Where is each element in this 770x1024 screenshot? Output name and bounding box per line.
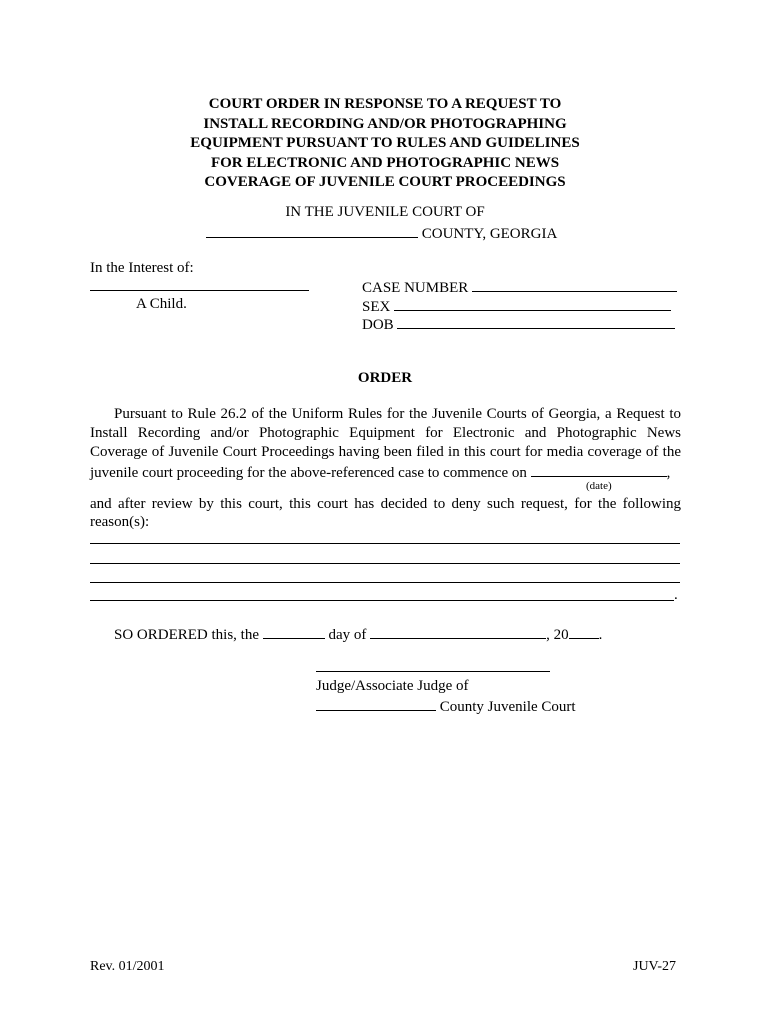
reason-line-4[interactable] [90,600,674,601]
county-court-label: County Juvenile Court [439,699,576,715]
body-line-4: juvenile court proceeding for the above-referenced case to commence on , [90,462,670,482]
day-of-text: day of [328,627,367,643]
county-name-field[interactable] [206,223,418,238]
form-title [0,95,770,193]
year-prefix-text: , 20 [546,627,569,643]
title-line: COURT ORDER IN RESPONSE TO A REQUEST TO [208,96,562,112]
body-line-6: reason(s): [90,514,150,530]
child-label: A Child. [136,296,187,312]
county-line [206,223,557,243]
month-field[interactable] [370,624,546,639]
body-line-2: Install Recording and/or Photographic Equipment for Electronic and Photographic News [90,425,681,441]
reason-line-1[interactable] [90,543,680,544]
dob-label: DOB [362,317,394,333]
so-ordered-line [114,624,602,644]
county-georgia-label: COUNTY, GEORGIA [421,226,558,242]
period-text: . [598,627,603,643]
title-line: EQUIPMENT PURSUANT TO RULES AND GUIDELINES [190,135,580,151]
order-heading: ORDER [357,370,413,386]
revision-label: Rev. 01/2001 [90,959,165,974]
body-line-1: Pursuant to Rule 26.2 of the Uniform Rules for the Juvenile Courts of Georgia, a Request to [114,406,681,422]
date-hint: (date) [586,480,612,492]
body-line-3: Coverage of Juvenile Court Proceedings having been filed in this court for media coverage of the [90,444,681,460]
case-number-row [362,277,677,297]
reason-line-3[interactable] [90,582,680,583]
dob-field[interactable] [397,314,675,329]
sex-field[interactable] [394,296,671,311]
dob-row [362,314,675,334]
day-field[interactable] [263,624,325,639]
commence-date-field[interactable] [531,462,667,477]
year-field[interactable] [569,624,599,639]
reason-line-2[interactable] [90,563,680,564]
sex-row [362,296,671,316]
child-name-field[interactable] [90,290,309,291]
title-line: COVERAGE OF JUVENILE COURT PROCEEDINGS [204,174,566,190]
commence-text: juvenile court proceeding for the above-referenced case to commence on [90,465,527,481]
sex-label: SEX [362,299,391,315]
judge-title: Judge/Associate Judge of [316,678,469,694]
interest-of-label: In the Interest of: [90,260,194,276]
body-line-5: and after review by this court, this court has decided to deny such request, for the following [90,496,681,512]
signature-line[interactable] [316,671,550,672]
title-line: INSTALL RECORDING AND/OR PHOTOGRAPHING [203,115,567,132]
title-line: FOR ELECTRONIC AND PHOTOGRAPHIC NEWS [210,154,560,171]
court-heading: IN THE JUVENILE COURT OF [285,204,485,220]
signature-county-field[interactable] [316,696,436,711]
county-court-line [316,696,576,716]
reason-period: . [674,587,678,603]
so-ordered-text: SO ORDERED this, the [114,627,260,643]
form-number: JUV-27 [633,959,677,974]
case-number-field[interactable] [472,277,677,292]
case-number-label: CASE NUMBER [362,280,469,296]
